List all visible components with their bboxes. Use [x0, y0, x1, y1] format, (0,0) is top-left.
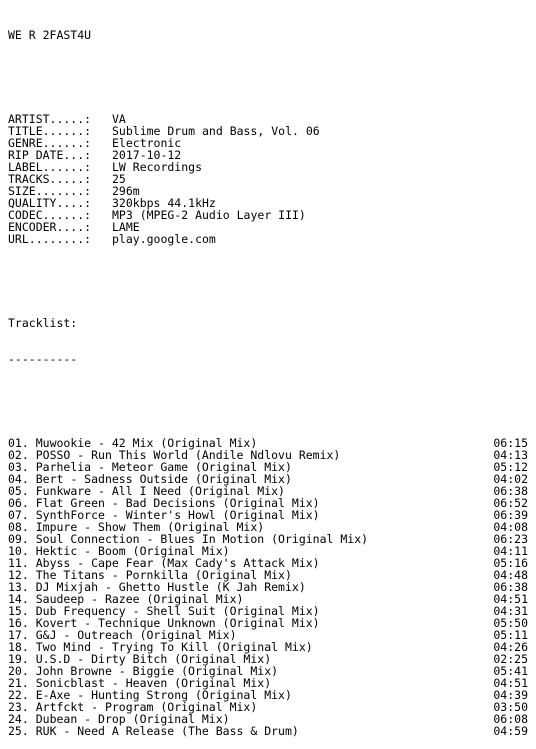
track-title: DJ Mixjah - Ghetto Hustle (K Jah Remix)	[35, 580, 306, 594]
tracklist	[8, 437, 528, 737]
track-duration: 05:12	[493, 460, 528, 474]
track-number: 04.	[8, 472, 29, 486]
track-title: Two Mind - Trying To Kill (Original Mix)	[35, 640, 313, 654]
meta-value: 2017-10-12	[112, 148, 182, 162]
track-title: SynthForce - Winter's Howl (Original Mix)	[35, 508, 320, 522]
track-title: Bert - Sadness Outside (Original Mix)	[35, 472, 292, 486]
track-duration: 06:15	[493, 436, 528, 450]
track-title: RUK - Need A Release (The Bass & Drum)	[35, 724, 299, 738]
track-entry	[8, 725, 299, 737]
track-title: U.S.D - Dirty Bitch (Original Mix)	[35, 652, 272, 666]
meta-label: ENCODER....:	[8, 220, 92, 234]
track-row	[8, 725, 528, 737]
track-title: Funkware - All I Need (Original Mix)	[35, 484, 285, 498]
meta-value: VA	[112, 112, 126, 126]
track-title: Soul Connection - Blues In Motion (Original Mix)	[35, 532, 369, 546]
track-duration: 05:50	[493, 616, 528, 630]
meta-value: MP3 (MPEG-2 Audio Layer III)	[112, 208, 306, 222]
meta-value: play.google.com	[112, 232, 216, 246]
track-number: 20.	[8, 664, 29, 678]
meta-label: CODEC......:	[8, 208, 92, 222]
track-duration: 05:16	[493, 556, 528, 570]
track-duration: 04:51	[493, 592, 528, 606]
meta-label: URL........:	[8, 232, 92, 246]
track-title: Saudeep - Razee (Original Mix)	[35, 592, 244, 606]
track-number: 09.	[8, 532, 29, 546]
meta-value: 25	[112, 172, 126, 186]
meta-label: GENRE......:	[8, 136, 92, 150]
meta-row	[8, 233, 528, 245]
track-duration: 02:25	[493, 652, 528, 666]
track-number: 18.	[8, 640, 29, 654]
meta-label: QUALITY....:	[8, 196, 92, 210]
meta-value: Sublime Drum and Bass, Vol. 06	[112, 124, 320, 138]
track-title: Muwookie - 42 Mix (Original Mix)	[35, 436, 258, 450]
track-duration: 06:39	[493, 508, 528, 522]
tracklist-heading: Tracklist:	[8, 316, 78, 330]
track-title: Dubean - Drop (Original Mix)	[35, 712, 230, 726]
track-number: 03.	[8, 460, 29, 474]
track-title: G&J - Outreach (Original Mix)	[35, 628, 237, 642]
group-name: WE R 2FAST4U	[8, 28, 92, 42]
track-title: John Browne - Biggie (Original Mix)	[35, 664, 279, 678]
track-number: 17.	[8, 628, 29, 642]
meta-label: TRACKS.....:	[8, 172, 92, 186]
release-info	[8, 113, 528, 245]
track-number: 12.	[8, 568, 29, 582]
spacer	[8, 65, 528, 77]
track-number: 23.	[8, 700, 29, 714]
track-title: POSSO - Run This World (Andile Ndlovu Remix)	[35, 448, 341, 462]
track-title: Dub Frequency - Shell Suit (Original Mix)	[35, 604, 320, 618]
track-duration: 04:31	[493, 604, 528, 618]
track-duration: 04:11	[493, 544, 528, 558]
track-duration: 04:39	[493, 688, 528, 702]
track-duration: 06:08	[493, 712, 528, 726]
track-number: 02.	[8, 448, 29, 462]
track-duration: 03:50	[493, 700, 528, 714]
tracklist-underline: ----------	[8, 352, 78, 366]
track-number: 24.	[8, 712, 29, 726]
track-number: 19.	[8, 652, 29, 666]
track-duration: 06:38	[493, 580, 528, 594]
track-title: Flat Green - Bad Decisions (Original Mix)	[35, 496, 320, 510]
track-number: 08.	[8, 520, 29, 534]
meta-label: TITLE......:	[8, 124, 92, 138]
nfo-text	[8, 5, 528, 749]
track-duration: 05:41	[493, 664, 528, 678]
meta-label: ARTIST.....:	[8, 112, 92, 126]
track-title: Abyss - Cape Fear (Max Cady's Attack Mix)	[35, 556, 320, 570]
track-duration: 04:59	[493, 724, 528, 738]
track-number: 15.	[8, 604, 29, 618]
track-title: E-Axe - Hunting Strong (Original Mix)	[35, 688, 292, 702]
track-number: 16.	[8, 616, 29, 630]
meta-value: 320kbps 44.1kHz	[112, 196, 216, 210]
track-number: 11.	[8, 556, 29, 570]
meta-value: LW Recordings	[112, 160, 203, 174]
meta-value: 296m	[112, 184, 140, 198]
track-duration: 04:26	[493, 640, 528, 654]
track-number: 07.	[8, 508, 29, 522]
spacer	[8, 389, 528, 401]
track-duration: 04:51	[493, 676, 528, 690]
track-title: Sonicblast - Heaven (Original Mix)	[35, 676, 272, 690]
track-number: 22.	[8, 688, 29, 702]
track-title: Impure - Show Them (Original Mix)	[35, 520, 265, 534]
track-title: Hektic - Boom (Original Mix)	[35, 544, 230, 558]
spacer	[8, 281, 528, 293]
track-number: 25.	[8, 724, 29, 738]
track-title: Artfckt - Program (Original Mix)	[35, 700, 258, 714]
track-duration: 04:13	[493, 448, 528, 462]
meta-value: LAME	[112, 220, 140, 234]
track-title: Parhelia - Meteor Game (Original Mix)	[35, 460, 292, 474]
track-number: 01.	[8, 436, 29, 450]
meta-value: Electronic	[112, 136, 182, 150]
track-duration: 04:48	[493, 568, 528, 582]
track-number: 13.	[8, 580, 29, 594]
track-duration: 05:11	[493, 628, 528, 642]
meta-label: RIP DATE...:	[8, 148, 92, 162]
meta-label: SIZE.......:	[8, 184, 92, 198]
track-title: Kovert - Technique Unknown (Original Mix)	[35, 616, 320, 630]
track-title: The Titans - Pornkilla (Original Mix)	[35, 568, 292, 582]
track-number: 14.	[8, 592, 29, 606]
track-number: 21.	[8, 676, 29, 690]
track-duration: 04:08	[493, 520, 528, 534]
track-duration: 06:23	[493, 532, 528, 546]
track-number: 06.	[8, 496, 29, 510]
track-duration: 04:02	[493, 472, 528, 486]
track-duration: 06:52	[493, 496, 528, 510]
track-number: 05.	[8, 484, 29, 498]
meta-label: LABEL......:	[8, 160, 92, 174]
track-duration: 06:38	[493, 484, 528, 498]
track-number: 10.	[8, 544, 29, 558]
